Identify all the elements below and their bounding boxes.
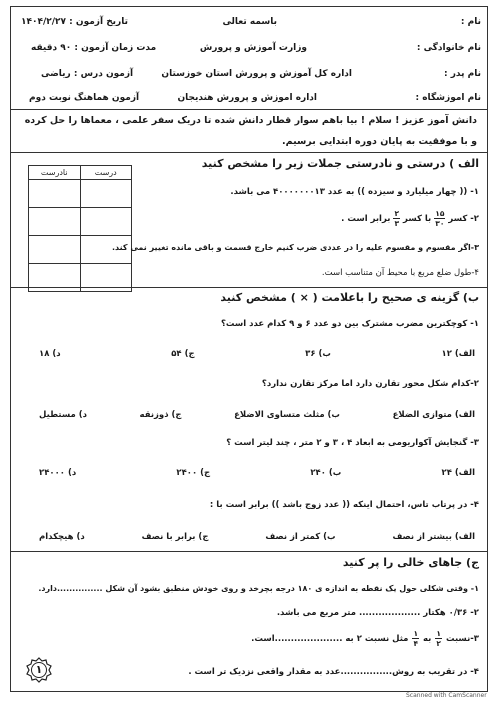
exam-type: آزمون هماهنگ نوبت دوم	[29, 93, 140, 103]
option-b[interactable]: ب) کمتر از نصف	[265, 532, 336, 542]
name-label: نام :	[460, 17, 481, 27]
option-b[interactable]: ب) ۲۴۰	[310, 468, 342, 478]
exam-subject: آزمون درس : ریاضی	[41, 69, 134, 79]
fraction-1-4	[412, 629, 419, 648]
option-d[interactable]: د) ۱۸	[39, 349, 61, 359]
option-a[interactable]: الف) متوازی الضلاع	[392, 410, 475, 420]
school-label: نام اموزشگاه :	[415, 93, 481, 103]
option-d[interactable]: د) هیچکدام	[39, 532, 85, 542]
section-a-title: الف ) درستی و نادرستی جملات زیر را مشخص کنید	[201, 157, 479, 170]
option-c[interactable]: ج) ۵۴	[171, 349, 195, 359]
section-c-q3	[251, 629, 479, 648]
option-b[interactable]: ب) ۳۶	[305, 349, 331, 359]
section-a-q3: ۳-اگر مقسوم و مقسوم علیه را در عددی ضرب کنیم خارج قسمت و باقی مانده تغییر نمی کند.	[111, 243, 479, 252]
section-b-q1: ۱- کوچکترین مضرب مشترک بین دو عدد ۶ و ۹ کدام عدد است؟	[220, 319, 479, 329]
province-office: اداره کل آموزش و پرورش استان خوزستان	[161, 69, 352, 79]
section-b-q4-options	[39, 532, 475, 542]
answer-cell[interactable]	[29, 208, 81, 236]
fraction-numerator: ۱۵	[435, 209, 445, 218]
exam-duration: مدت زمان آزمون : ۹۰ دقیقه	[31, 43, 157, 53]
family-label: نام خانوادگی :	[416, 43, 481, 53]
q3-prefix: ۳-نسبت	[445, 633, 479, 644]
father-label: نام پدر :	[444, 69, 481, 79]
section-c-q1: ۱- وقتی شکلی حول یک نقطه به اندازه ی ۱۸۰ درجه بچرخد و روی خودش منطبق بشود آن شکل ...............دارد.	[38, 584, 479, 593]
option-a[interactable]: الف) ۲۴	[441, 468, 475, 478]
section-a-q4: ۴-طول ضلع مربع با محیط آن متناسب است.	[321, 268, 479, 278]
section-a-divider	[11, 287, 487, 288]
fraction-numerator: ۲	[394, 209, 400, 218]
section-c-title: ج) جاهای خالی را پر کنید	[342, 556, 479, 569]
page-number: ۱	[35, 663, 43, 676]
fraction-2-3	[393, 209, 400, 228]
exam-sheet	[10, 6, 488, 692]
fraction-denominator: ۲	[436, 639, 441, 648]
page-number-badge	[26, 657, 52, 683]
q3-suffix: مثل نسبت ۲ به .....................است.	[251, 633, 409, 644]
exam-date: تاریخ آزمون : ۱۴۰۴/۲/۲۷	[21, 17, 128, 27]
basmala: باسمه تعالی	[222, 17, 277, 27]
true-false-table	[28, 165, 132, 292]
fraction-15-30	[434, 209, 445, 228]
fraction-denominator: ۳۰	[435, 219, 445, 228]
ministry: وزارت آموزش و پرورش	[199, 43, 307, 53]
fraction-denominator: ۴	[413, 639, 419, 648]
option-a[interactable]: الف) بیشتر از نصف	[392, 532, 475, 542]
option-c[interactable]: ج) ذوزنقه	[139, 410, 182, 420]
table-header-true: درست	[80, 166, 132, 180]
table-header-false: نادرست	[29, 166, 81, 180]
answer-cell[interactable]	[29, 236, 81, 264]
section-c-q2: ۲- ۰/۳۶ هکتار ................... متر مربع می باشد.	[276, 608, 479, 618]
answer-cell[interactable]	[29, 180, 81, 208]
city-office: اداره اموزش و پرورش هندیجان	[177, 93, 317, 103]
fraction-numerator: ۱	[436, 629, 441, 638]
section-b-title: ب) گزینه ی صحیح را باعلامت ( × ) مشخص کنید	[220, 291, 479, 304]
section-b-q2-options	[39, 410, 475, 420]
section-b-divider	[11, 551, 487, 552]
option-c[interactable]: ج) برابر با نصف	[141, 532, 209, 542]
section-b-q3-options	[39, 468, 475, 478]
section-b-q4: ۴- در پرتاب تاس، احتمال اینکه (( عدد زوج باشد )) برابر است با :	[209, 500, 479, 510]
option-d[interactable]: د) مستطیل	[39, 410, 87, 420]
scanner-watermark: Scanned with CamScanner	[406, 692, 487, 699]
fraction-numerator: ۱	[413, 629, 419, 638]
option-a[interactable]: الف) ۱۲	[441, 349, 475, 359]
q2-prefix: ۲- کسر	[448, 213, 479, 224]
section-a-q1: ۱- (( چهار میلیارد و سیزده )) به عدد ۴۰۰۰۰۰۰۰۱۳ می باشد.	[230, 187, 479, 197]
q2-mid: با کسر	[403, 213, 432, 224]
intro-text: دانش آموز عزیز ! سلام ! بیا باهم سوار قطار دانش شده تا دریک سفر علمی ، معماها را حل کرده و با موفقیت به پایان دوره ابتدایی برسیم.	[24, 115, 477, 147]
intro-divider	[11, 152, 487, 153]
option-c[interactable]: ج) ۲۴۰۰	[176, 468, 211, 478]
option-b[interactable]: ب) مثلث متساوی الاضلاع	[234, 410, 340, 420]
answer-cell[interactable]	[80, 208, 132, 236]
section-c-q4: ۴- در تقریب به روش................عدد به مقدار واقعی نزدیک تر است .	[188, 667, 479, 677]
section-a-q2	[341, 209, 479, 228]
q2-suffix: برابر است .	[341, 213, 391, 224]
q3-mid: به	[423, 633, 432, 644]
option-d[interactable]: د) ۲۴۰۰۰	[39, 468, 77, 478]
fraction-1-2	[435, 629, 442, 648]
section-b-q3: ۳- گنجایش آکواریومی به ابعاد ۴ ، ۳ و ۲ متر ، چند لیتر است ؟	[226, 438, 479, 448]
fraction-denominator: ۳	[394, 219, 400, 228]
answer-cell[interactable]	[80, 180, 132, 208]
section-b-q1-options	[39, 349, 475, 359]
section-b-q2: ۲-کدام شکل محور تقارن دارد اما مرکز تقارن ندارد؟	[261, 379, 479, 389]
